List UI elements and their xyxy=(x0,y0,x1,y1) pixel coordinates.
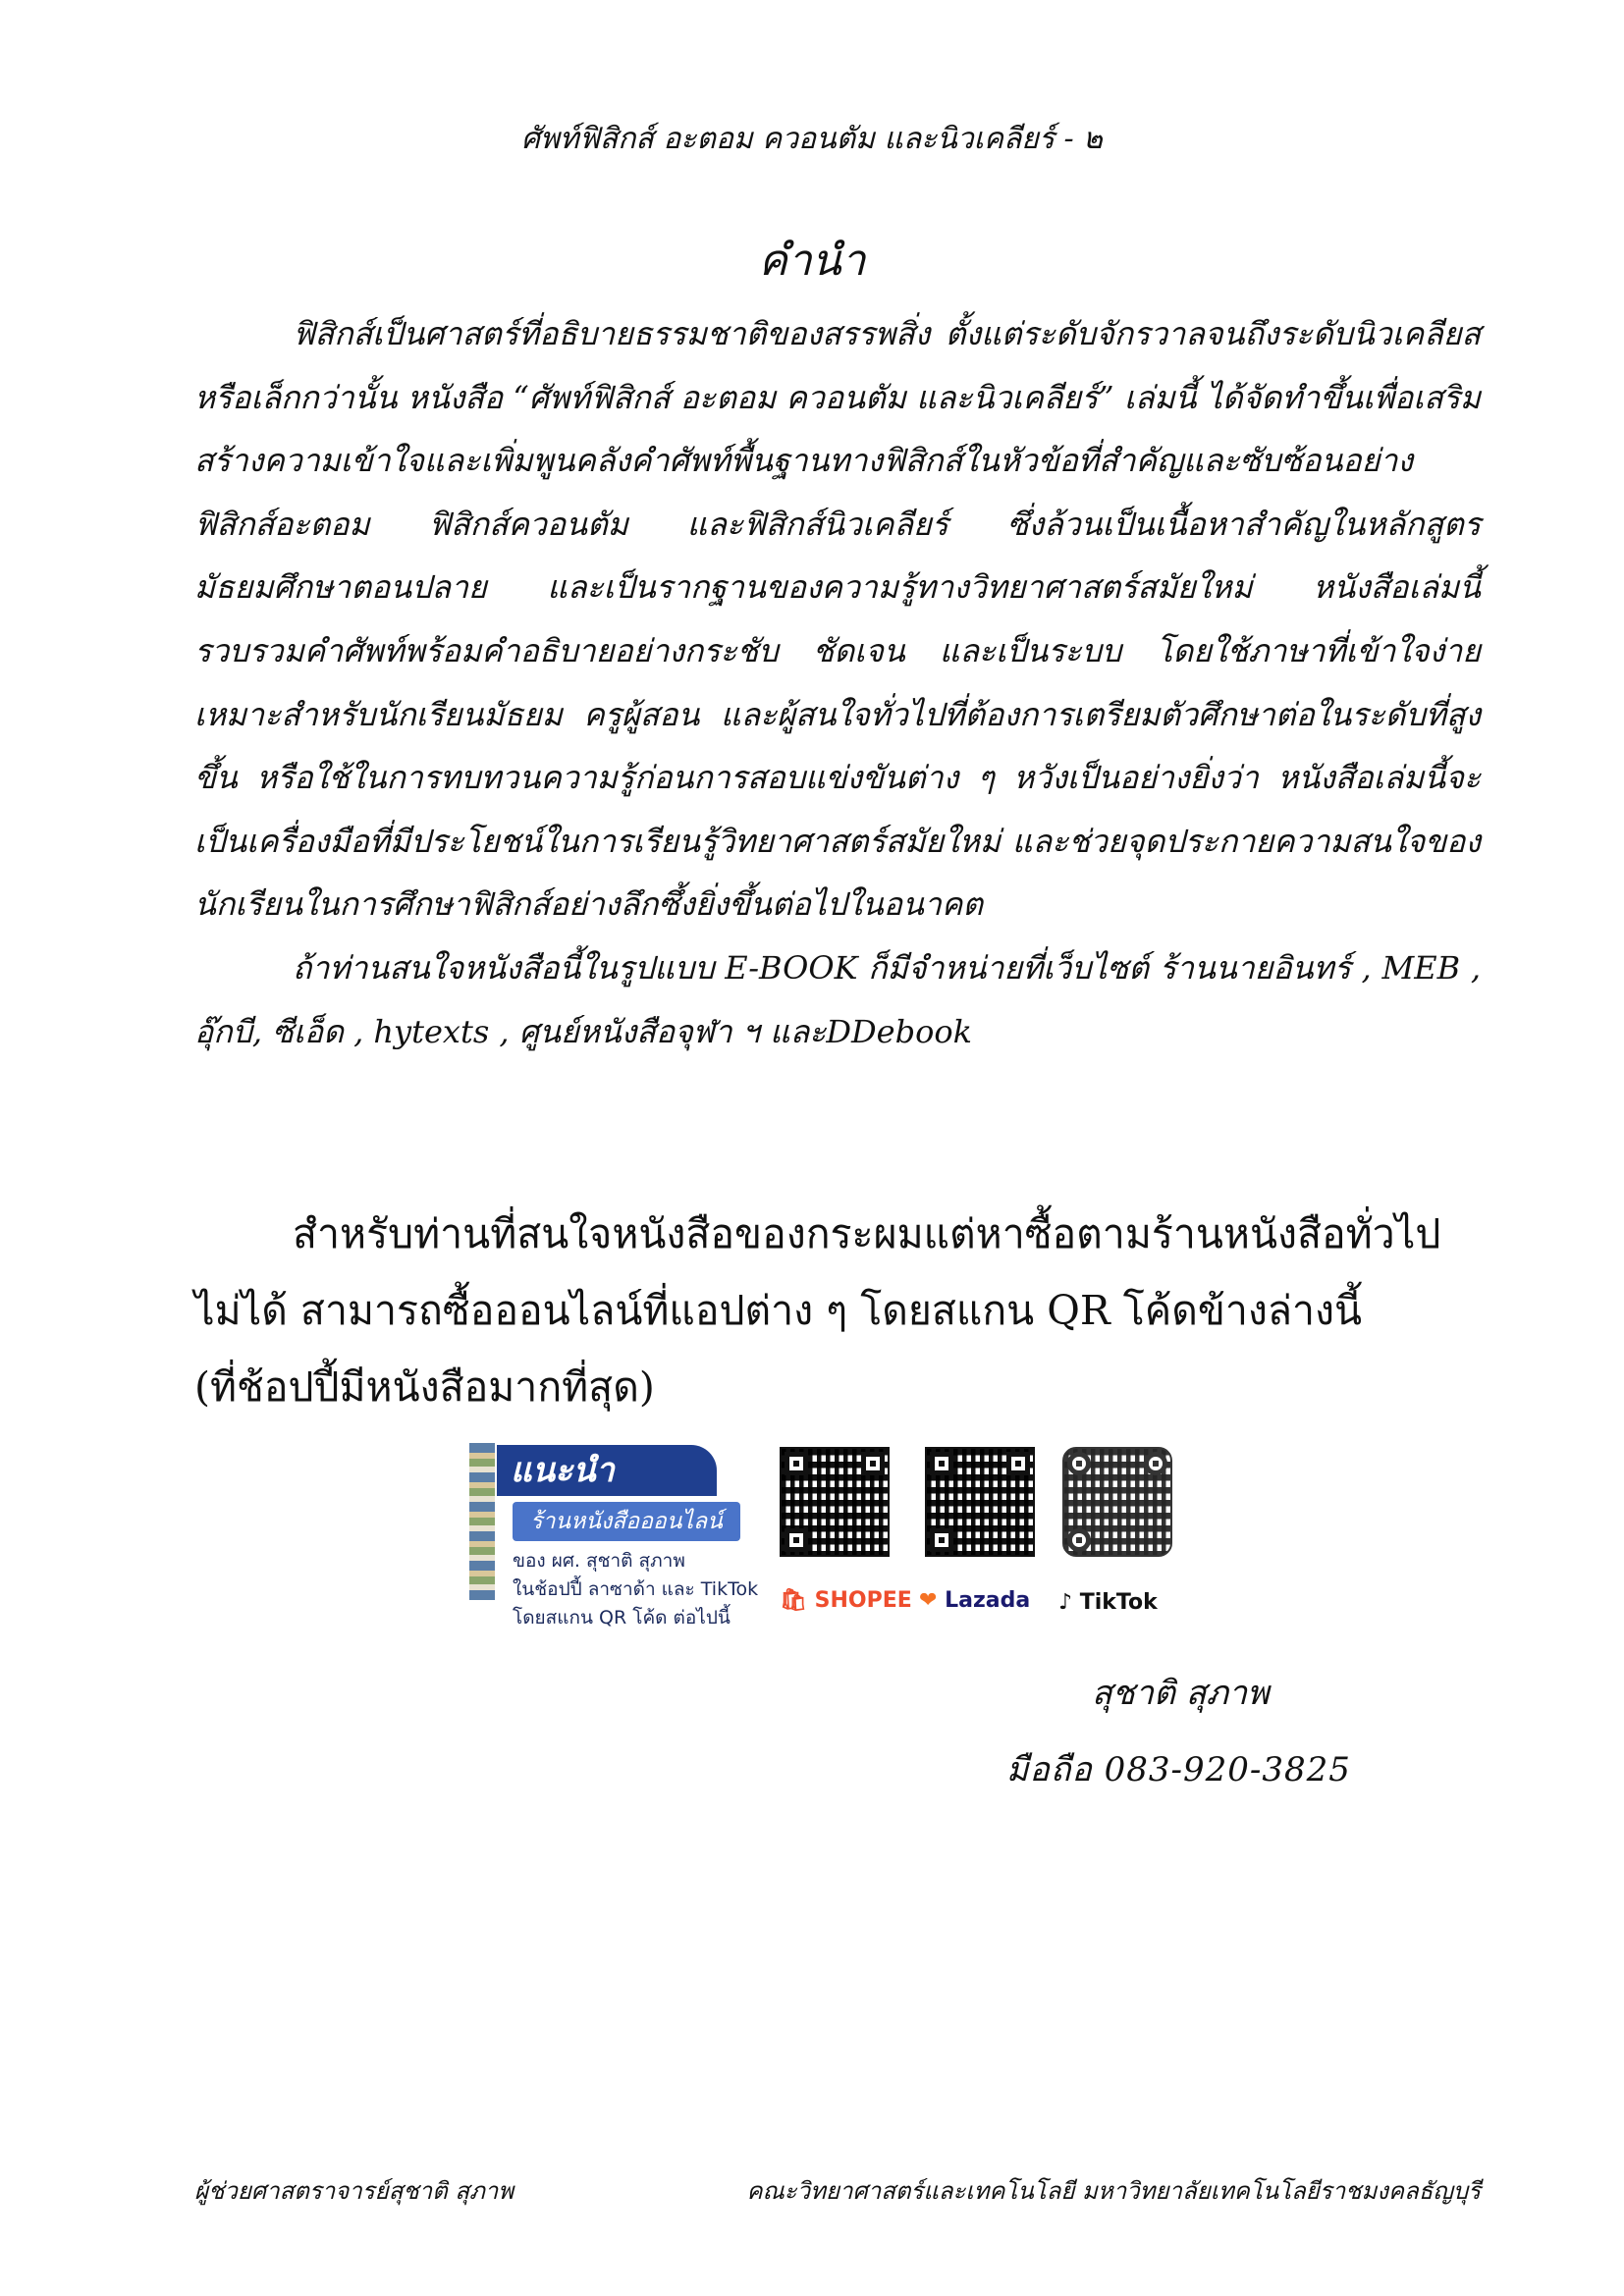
banner-subheading: ร้านหนังสือออนไลน์ xyxy=(513,1502,740,1541)
qr-finder-icon xyxy=(930,1528,953,1552)
shopee-label: 🛍 SHOPEE xyxy=(780,1588,912,1613)
promo-line-1: สำหรับท่านที่สนใจหนังสือของกระผมแต่หาซื้อตามร้านหนังสือทั่วไปไม่ได้ สามารถซื้อออนไลน์ที่แอปต่าง ๆ โดยสแกน QR โค้ดข้างล่างนี้ xyxy=(194,1210,1441,1334)
tiktok-note-icon: ♪ xyxy=(1058,1590,1073,1615)
page-title: คำนำ xyxy=(758,236,866,286)
qr-finder-icon xyxy=(930,1452,953,1475)
qr-finder-icon xyxy=(1006,1452,1030,1475)
promo-text xyxy=(194,1196,1481,1425)
lazada-heart-icon: ❤ xyxy=(919,1588,938,1613)
shopee-qr-code[interactable] xyxy=(780,1447,890,1557)
preface-body xyxy=(194,302,1481,1063)
preface-paragraph-1: ฟิสิกส์เป็นศาสตร์ที่อธิบายธรรมชาติของสรรพสิ่ง ตั้งแต่ระดับจักรวาลจนถึงระดับนิวเคลียสหรือเล็กกว่านั้น หนังสือ “ศัพท์ฟิสิกส์ อะตอม ควอนตัม และนิวเคลียร์” เล่มนี้ ได้จัดทำขึ้นเพื่อเสริมสร้างความเข้าใจและเพิ่มพูนคลังคำศัพท์พื้นฐานทางฟิสิกส์ในหัวข้อที่สำคัญและซับซ้อนอย่าง ฟิสิกส์อะตอม ฟิสิกส์ควอนตัม และฟิสิกส์นิวเคลียร์ ซึ่งล้วนเป็นเนื้อหาสำคัญในหลักสูตรมัธยมศึกษาตอนปลาย และเป็นรากฐานของความรู้ทางวิทยาศาสตร์สมัยใหม่ หนังสือเล่มนี้รวบรวมคำศัพท์พร้อมคำอธิบายอย่างกระชับ ชัดเจน และเป็นระบบ โดยใช้ภาษาที่เข้าใจง่าย เหมาะสำหรับนักเรียนมัธยม ครูผู้สอน และผู้สนใจทั่วไปที่ต้องการเตรียมตัวศึกษาต่อในระดับที่สูงขึ้น หรือใช้ในการทบทวนความรู้ก่อนการสอบแข่งขันต่าง ๆ หวังเป็นอย่างยิ่งว่า หนังสือเล่มนี้จะเป็นเครื่องมือที่มีประโยชน์ในการเรียนรู้วิทยาศาสตร์สมัยใหม่ และช่วยจุดประกายความสนใจของนักเรียนในการศึกษาฟิสิกส์อย่างลึกซึ้งยิ่งขึ้นต่อไปในอนาคต xyxy=(194,315,1481,924)
banner-line-1: ของ ผศ. สุชาติ สุภาพ xyxy=(513,1550,685,1572)
books-graphic xyxy=(469,1443,495,1600)
qr-section xyxy=(469,1443,1196,1639)
shopee-bag-icon: 🛍 xyxy=(780,1588,807,1613)
qr-finder-icon xyxy=(1067,1528,1091,1552)
running-footer xyxy=(194,2171,1481,2210)
promo-line-2: (ที่ช้อปปี้มีหนังสือมากที่สุด) xyxy=(194,1363,655,1411)
banner-details xyxy=(513,1547,768,1632)
banner-heading: แนะนำ xyxy=(497,1445,717,1496)
preface-paragraph-2: ถ้าท่านสนใจหนังสือนี้ในรูปแบบ E-BOOK ก็มีจำหน่ายที่เว็บไซต์ ร้านนายอินทร์ , MEB , อุ๊กบี, ซีเอ็ด , hytexts , ศูนย์หนังสือจุฬา ฯ และDDebook xyxy=(194,948,1481,1050)
author-name: สุชาติ สุภาพ xyxy=(1092,1674,1270,1713)
banner-line-3: โดยสแกน QR โค้ด ต่อไปนี้ xyxy=(513,1607,731,1629)
online-store-banner xyxy=(469,1443,769,1634)
tiktok-label: ♪ TikTok xyxy=(1058,1590,1158,1615)
qr-finder-icon xyxy=(785,1452,808,1475)
author-phone: มือถือ 083-920-3825 xyxy=(1006,1750,1351,1789)
lazada-qr-code[interactable] xyxy=(925,1447,1035,1557)
running-header: ศัพท์ฟิสิกส์ อะตอม ควอนตัม และนิวเคลียร์ - ๒ xyxy=(521,122,1103,156)
footer-institution: คณะวิทยาศาสตร์และเทคโนโลยี มหาวิทยาลัยเทคโนโลยีราชมงคลธัญบุรี xyxy=(746,2177,1481,2205)
qr-finder-icon xyxy=(1067,1452,1091,1475)
lazada-label: ❤ Lazada xyxy=(919,1588,1031,1613)
qr-finder-icon xyxy=(785,1528,808,1552)
banner-line-2: ในช้อปปี้ ลาซาด้า และ TikTok xyxy=(513,1578,759,1600)
footer-author: ผู้ช่วยศาสตราจารย์สุชาติ สุภาพ xyxy=(194,2177,514,2205)
qr-finder-icon xyxy=(861,1452,885,1475)
qr-finder-icon xyxy=(1144,1452,1167,1475)
tiktok-qr-code[interactable] xyxy=(1062,1447,1172,1557)
